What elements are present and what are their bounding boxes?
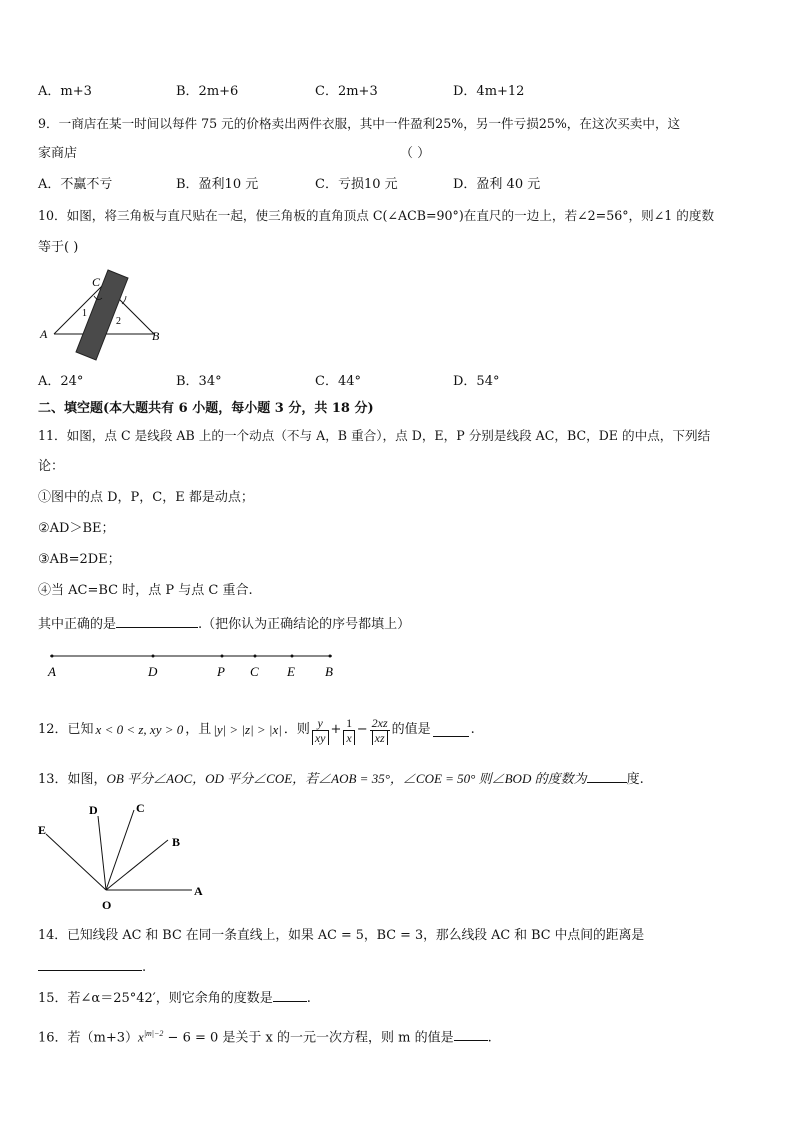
q14-line2 [38, 958, 146, 976]
q10-line2: 等于( ) [38, 240, 79, 255]
q10-label-2: 2 [116, 316, 121, 327]
q13-ray-ob [106, 840, 168, 890]
q13-angle-figure [34, 796, 214, 912]
q8-option-a: A．m+3 [38, 84, 92, 99]
q9-option-b: B．盈利10 元 [176, 177, 259, 192]
q16-prefix: 16．若（m+3） [38, 1030, 139, 1046]
q9-line2: 家商店 [38, 146, 78, 161]
q10-label-c: C [92, 275, 101, 289]
q16-answer-blank[interactable] [454, 1028, 488, 1041]
q11-segment-figure [40, 648, 340, 682]
q11-statement-2: ②AD＞BE； [38, 521, 115, 536]
q12-end: . [470, 722, 475, 737]
q14-answer-blank[interactable] [38, 958, 142, 971]
q9-paren: （ ） [400, 146, 431, 161]
q13-ray-od [98, 816, 106, 890]
q13-end: 度. [626, 772, 644, 787]
q11-answer-blank[interactable] [116, 615, 198, 628]
q13-label-o: O [102, 898, 112, 912]
q12-f3-num: 2xz [371, 715, 388, 730]
q15-text: 15．若∠α＝25°42′，则它余角的度数是 [38, 991, 273, 1006]
q11-question [38, 615, 410, 633]
q11-point-b: B [325, 664, 333, 679]
q13-answer-blank[interactable] [587, 770, 627, 783]
q12-f1-den: xy [312, 731, 329, 745]
q12-condition: x < 0 < z, xy > 0 [95, 722, 184, 737]
q12-f2-num: 1 [343, 716, 354, 731]
q16-mid: − 6 = 0 是关于 x 的一元一次方程，则 m 的值是 [163, 1030, 454, 1046]
q15-line [38, 989, 311, 1007]
q10-angle2-arc [122, 296, 126, 304]
q11-point-p: P [217, 664, 225, 679]
q16-exponent: |m|−2 [143, 1029, 164, 1038]
q13-ray-oe [46, 834, 106, 890]
q11-point-a: A [48, 664, 56, 679]
q11-statement-1: ①图中的点 D，P，C，E 都是动点； [38, 490, 254, 505]
q10-label-1: 1 [82, 308, 87, 319]
q10-line1: 10．如图，将三角板与直尺贴在一起，使三角板的直角顶点 C(∠ACB=90°)在直尺的一边上，若∠2=56°，则∠1 的度数 [38, 208, 715, 223]
q13-line [38, 770, 644, 788]
q12-fraction-2 [343, 716, 354, 745]
q13-label-e: E [38, 823, 47, 837]
q8-option-c: C．2m+3 [315, 84, 378, 99]
q13-text-b: OB 平分∠AOC，OD 平分∠COE，若∠AOB = 35°，∠COE = 50° 则∠BOD 的度数为 [106, 771, 587, 786]
q12-f1-num: y [312, 716, 329, 731]
q13-label-c: C [136, 801, 145, 815]
q16-end: . [487, 1030, 492, 1046]
section-heading: 二、填空题(本大题共有 6 小题，每小题 3 分，共 18 分) [38, 401, 374, 416]
q16-line [38, 1026, 492, 1046]
q11-point-c: C [250, 664, 259, 679]
q11-point-d: D [148, 664, 158, 679]
q13-label-b: B [172, 835, 181, 849]
q15-answer-blank[interactable] [273, 989, 307, 1002]
q12-f2-den: x [343, 731, 354, 745]
q11-line2: 论： [38, 459, 65, 474]
q9-option-d: D．盈利 40 元 [453, 177, 541, 192]
q8-option-b: B．2m+6 [176, 84, 239, 99]
q11-line1: 11．如图，点 C 是线段 AB 上的一个动点（不与 A，B 重合），点 D，E，P 分别是线段 AC，BC，DE 的中点，下列结 [38, 428, 711, 443]
q12-abs-condition: |y| > |z| > |x| [213, 722, 282, 737]
q14-line1: 14．已知线段 AC 和 BC 在同一条直线上，如果 AC = 5，BC = 3，那么线段 AC 和 BC 中点间的距离是 [38, 928, 645, 943]
q10-label-a: A [40, 327, 48, 341]
q10-option-b: B．34° [176, 374, 222, 389]
q14-end: . [142, 960, 147, 975]
q10-figure [36, 266, 166, 364]
q10-label-b: B [152, 329, 160, 343]
q9-option-c: C．亏损10 元 [315, 177, 398, 192]
q13-ray-oc [106, 810, 134, 890]
q12-line: 12．已知 x < 0 < z, xy > 0 ，且 |y| > |z| > |x| ．则 $\frac{y}{xy}$ + $\frac{1}{x}$ − $\frac{2xz}{xz}$ 的值是 . [38, 712, 475, 748]
q12-suffix: 的值是 [391, 722, 431, 737]
q10-option-a: A．24° [38, 374, 84, 389]
q12-fraction-3 [370, 716, 390, 745]
q12-fraction-1 [312, 716, 329, 745]
q13-label-d: D [89, 803, 98, 817]
q8-option-d: D．4m+12 [453, 84, 525, 99]
q16-base: x [138, 1029, 144, 1045]
q13-text-a: 13．如图， [38, 772, 107, 787]
q11-point-e: E [287, 664, 295, 679]
q12-answer-blank[interactable] [433, 724, 469, 737]
q13-label-a: A [194, 884, 203, 898]
q11-statement-4: ④当 AC=BC 时，点 P 与点 C 重合. [38, 583, 253, 598]
q11-ask-suffix: .（把你认为正确结论的序号都填上） [198, 617, 411, 632]
q9-option-a: A．不赢不亏 [38, 177, 113, 192]
q12-then: ．则 [283, 722, 310, 737]
q12-f3-den: xz [372, 731, 388, 745]
q15-end: . [306, 991, 311, 1006]
q12-prefix: 12．已知 [38, 722, 94, 737]
q11-ask-prefix: 其中正确的是 [38, 617, 117, 632]
q9-line1: 9．一商店在某一时间以每件 75 元的价格卖出两件衣服，其中一件盈利25%，另一件亏损25%，在这次买卖中，这 [38, 116, 681, 131]
q10-option-d: D．54° [453, 374, 500, 389]
q12-condition-sep: ，且 [185, 722, 212, 737]
q11-statement-3: ③AB=2DE； [38, 552, 121, 567]
q10-option-c: C．44° [315, 374, 361, 389]
